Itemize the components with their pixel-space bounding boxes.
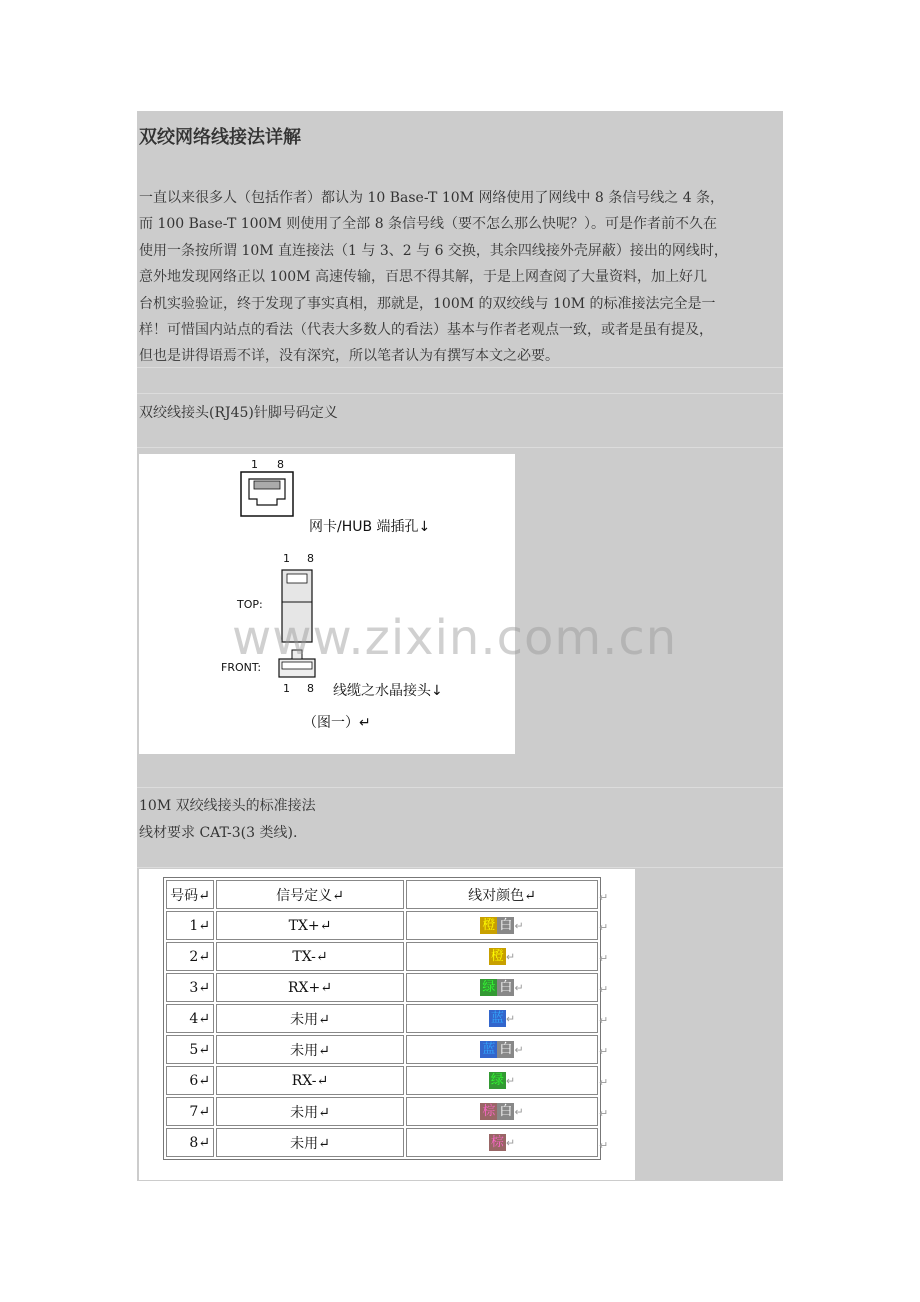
- pin-signal: 未用↵: [216, 1097, 404, 1126]
- color-swatch: 橙: [482, 918, 496, 933]
- jack-pin-1: 1: [251, 458, 258, 471]
- intro-line: 样！可惜国内站点的看法（代表大多数人的看法）基本与作者老观点一致，或者是虽有提及，: [139, 322, 713, 339]
- pin-number: 6↵: [166, 1066, 214, 1095]
- pin-number: 3↵: [166, 973, 214, 1002]
- divider: [137, 367, 783, 368]
- cell-end-mark: ↵: [505, 1136, 516, 1150]
- color-swatch: 棕: [490, 1135, 504, 1150]
- cell-end-mark: ↵: [505, 1074, 516, 1088]
- white-stripe-swatch: 白: [499, 1042, 513, 1057]
- intro-line: 而 100 Base-T 100M 则使用了全部 8 条信号线（要不怎么那么快呢？）。可是作者前不久在: [139, 216, 718, 233]
- cell-end-mark: ↵: [505, 1012, 516, 1026]
- header-number: 号码↵: [166, 880, 214, 909]
- plug-front-pin-8: 8: [307, 682, 314, 695]
- white-stripe-swatch: 白: [499, 980, 513, 995]
- color-swatch: 蓝: [482, 1042, 496, 1057]
- caption-plug: 线缆之水晶接头↓: [333, 683, 443, 699]
- pin-color: [406, 1097, 598, 1126]
- jack-pin-8: 8: [277, 458, 284, 471]
- table-row: [166, 1097, 598, 1126]
- white-stripe-swatch: 白: [499, 1104, 513, 1119]
- pin-signal: TX+↵: [216, 911, 404, 940]
- cell-end-mark: ↵: [505, 950, 516, 964]
- pin-signal: RX+↵: [216, 973, 404, 1002]
- watermark: www.zixin.com.cn: [232, 610, 678, 666]
- table-row: [166, 911, 598, 940]
- color-swatch: 棕: [482, 1104, 496, 1119]
- row-end-mark: ↵: [599, 921, 609, 934]
- pin-color: [406, 1035, 598, 1064]
- rj45-figure: [139, 454, 515, 754]
- pin-signal: 未用↵: [216, 1128, 404, 1157]
- plug-top-pin-1: 1: [283, 552, 290, 565]
- table-header-row: [166, 880, 598, 909]
- pin-color: [406, 973, 598, 1002]
- pin-number: 5↵: [166, 1035, 214, 1064]
- divider: [137, 787, 783, 788]
- row-end-mark: ↵: [599, 1107, 609, 1120]
- rj45-diagram: [139, 454, 515, 754]
- plug-top-pin-8: 8: [307, 552, 314, 565]
- table-row: [166, 1035, 598, 1064]
- divider: [137, 393, 783, 394]
- color-swatch: 蓝: [490, 1011, 504, 1026]
- pin-table: [163, 877, 601, 1160]
- pin-color: [406, 911, 598, 940]
- table-row: [166, 942, 598, 971]
- intro-line: 意外地发现网络正以 100M 高速传输，百思不得其解，于是上网查阅了大量资料，加上好几: [139, 269, 707, 286]
- section-label-10m: 10M 双绞线接头的标准接法: [139, 798, 316, 814]
- intro-line: 一直以来很多人（包括作者）都认为 10 Base-T 10M 网络使用了网线中 8 条信号线之 4 条，: [139, 190, 725, 206]
- cell-end-mark: ↵: [514, 1105, 524, 1119]
- pin-signal: 未用↵: [216, 1004, 404, 1033]
- row-end-mark: ↵: [599, 1014, 609, 1027]
- pin-number: 2↵: [166, 942, 214, 971]
- row-end-mark: ↵: [599, 952, 609, 965]
- white-stripe-swatch: 白: [499, 918, 513, 933]
- intro-line: 使用一条按所谓 10M 直连接法（1 与 3、2 与 6 交换，其余四线接外壳屏蔽）接出的网线时，: [139, 242, 728, 259]
- pin-table-image: [139, 869, 635, 1180]
- cell-end-mark: ↵: [514, 919, 524, 933]
- caption-figure: （图一）↵: [303, 715, 371, 731]
- pin-number: 8↵: [166, 1128, 214, 1157]
- article-title: 双绞网络线接法详解: [139, 127, 301, 148]
- row-end-mark: ↵: [599, 1139, 609, 1152]
- pin-color: [406, 1128, 598, 1157]
- table-row: [166, 1004, 598, 1033]
- cell-end-mark: ↵: [514, 981, 524, 995]
- pin-color: [406, 1066, 598, 1095]
- intro-line: 台机实验验证，终于发现了事实真相，那就是，100M 的双绞线与 10M 的标准接法完全是一: [139, 295, 716, 312]
- pin-color: [406, 942, 598, 971]
- row-end-mark: ↵: [599, 1045, 609, 1058]
- pin-color: [406, 1004, 598, 1033]
- pin-number: 7↵: [166, 1097, 214, 1126]
- top-label: TOP:: [237, 598, 263, 611]
- caption-nic: 网卡/HUB 端插孔↓: [309, 519, 431, 535]
- table-row: [166, 973, 598, 1002]
- pin-signal: RX-↵: [216, 1066, 404, 1095]
- table-row: [166, 1128, 598, 1157]
- pin-number: 1↵: [166, 911, 214, 940]
- pin-number: 4↵: [166, 1004, 214, 1033]
- table-row: [166, 1066, 598, 1095]
- intro-line: 但也是讲得语焉不详，没有深究，所以笔者认为有撰写本文之必要。: [139, 348, 559, 365]
- header-signal: 信号定义↵: [216, 880, 404, 909]
- header-color: 线对颜色↵: [406, 880, 598, 909]
- color-swatch: 橙: [490, 949, 504, 964]
- color-swatch: 绿: [482, 980, 496, 995]
- intro-paragraph: [139, 185, 785, 370]
- pin-signal: 未用↵: [216, 1035, 404, 1064]
- section-label-rj45: 双绞线接头(RJ45)针脚号码定义: [139, 405, 338, 421]
- row-end-mark: ↵: [599, 1076, 609, 1089]
- divider: [137, 867, 783, 868]
- cell-end-mark: ↵: [514, 1043, 524, 1057]
- plug-front-pin-1: 1: [283, 682, 290, 695]
- section-sublabel: 线材要求 CAT-3(3 类线).: [139, 825, 298, 841]
- front-label: FRONT:: [221, 661, 262, 674]
- divider: [137, 447, 783, 448]
- row-end-mark: ↵: [599, 983, 609, 996]
- row-end-mark: ↵: [599, 891, 609, 904]
- pin-signal: TX-↵: [216, 942, 404, 971]
- color-swatch: 绿: [490, 1073, 504, 1088]
